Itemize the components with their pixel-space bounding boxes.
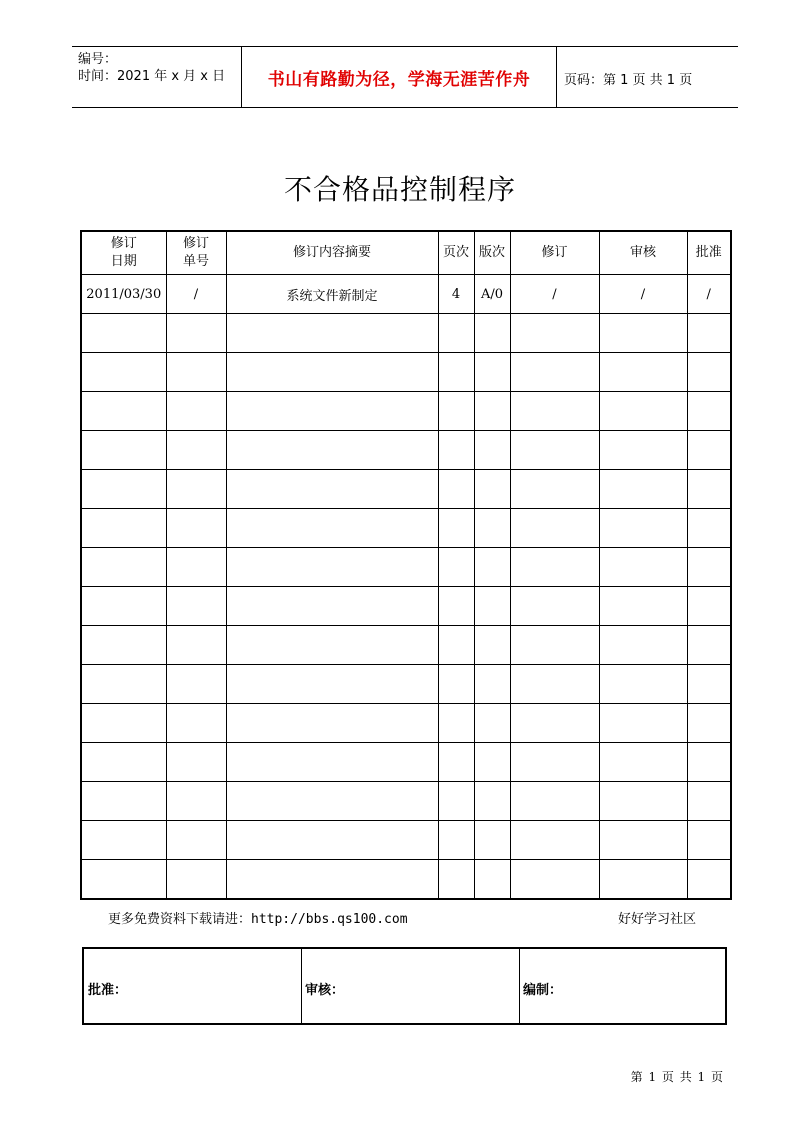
- table-cell: [599, 821, 687, 860]
- table-cell: [687, 782, 731, 821]
- table-header-text: 单号: [182, 254, 209, 269]
- table-cell: [687, 704, 731, 743]
- header-page-info: 页码：第 1 页 共 1 页: [564, 73, 693, 88]
- table-cell: [687, 587, 731, 626]
- table-cell: [166, 509, 226, 548]
- table-cell: /: [687, 275, 731, 314]
- table-cell: [166, 626, 226, 665]
- table-row: [81, 860, 731, 900]
- table-cell: 2011/03/30: [81, 275, 166, 314]
- table-header-text: 审核: [629, 245, 656, 260]
- table-cell: [474, 860, 510, 900]
- table-cell: [81, 821, 166, 860]
- table-cell: [510, 665, 599, 704]
- table-cell: [599, 470, 687, 509]
- table-cell: [510, 860, 599, 900]
- table-cell: [510, 431, 599, 470]
- download-link-text: 更多免费资料下载请进：http://bbs.qs100.com: [108, 912, 408, 927]
- table-cell: 4: [438, 275, 474, 314]
- table-cell: [474, 509, 510, 548]
- table-cell: [510, 626, 599, 665]
- table-cell: [81, 782, 166, 821]
- table-cell: [166, 392, 226, 431]
- document-header: [72, 46, 738, 108]
- table-cell: [599, 782, 687, 821]
- table-cell: [226, 548, 438, 587]
- table-cell: [510, 782, 599, 821]
- table-cell: [166, 314, 226, 353]
- table-row: [81, 743, 731, 782]
- table-cell: [510, 548, 599, 587]
- table-header-text: 版次: [478, 245, 505, 260]
- table-cell: [687, 470, 731, 509]
- table-cell: [599, 314, 687, 353]
- signoff-divider: [301, 949, 302, 1023]
- table-row: [81, 431, 731, 470]
- table-cell: 系统文件新制定: [226, 275, 438, 314]
- table-cell: [599, 860, 687, 900]
- table-cell: [166, 353, 226, 392]
- table-cell: [81, 509, 166, 548]
- prepare-label: 编制：: [523, 983, 563, 998]
- table-cell: [166, 431, 226, 470]
- table-cell: [226, 743, 438, 782]
- table-header-text: 批准: [695, 245, 722, 260]
- table-cell: [81, 470, 166, 509]
- table-cell: [474, 392, 510, 431]
- table-cell: [226, 431, 438, 470]
- table-cell: [599, 509, 687, 548]
- table-cell: [687, 860, 731, 900]
- table-row: [81, 353, 731, 392]
- table-row: [81, 275, 731, 314]
- table-cell: [510, 743, 599, 782]
- table-row: [81, 392, 731, 431]
- table-cell: [510, 314, 599, 353]
- table-row: [81, 704, 731, 743]
- table-cell: [226, 353, 438, 392]
- table-row: [81, 665, 731, 704]
- table-cell: [687, 665, 731, 704]
- table-cell: [687, 548, 731, 587]
- table-header-cell: [474, 231, 510, 275]
- doc-date-label: 时间：2021 年 x 月 x 日: [78, 69, 226, 84]
- page-number: 第 1 页 共 1 页: [630, 1070, 724, 1084]
- table-cell: [687, 626, 731, 665]
- table-cell: [226, 821, 438, 860]
- table-cell: [226, 782, 438, 821]
- table-row: [81, 470, 731, 509]
- table-cell: [474, 782, 510, 821]
- table-cell: [687, 431, 731, 470]
- table-header-text: 修订: [110, 236, 137, 251]
- table-cell: [438, 431, 474, 470]
- table-cell: [474, 353, 510, 392]
- table-cell: [438, 392, 474, 431]
- table-cell: [599, 743, 687, 782]
- table-cell: [81, 743, 166, 782]
- table-cell: [226, 314, 438, 353]
- table-header-cell: [510, 231, 599, 275]
- table-cell: [438, 509, 474, 548]
- table-header-cell: [599, 231, 687, 275]
- table-cell: [81, 704, 166, 743]
- table-header-text: 日期: [110, 254, 137, 269]
- table-cell: [599, 392, 687, 431]
- table-cell: [474, 626, 510, 665]
- table-row: [81, 587, 731, 626]
- table-row: [81, 821, 731, 860]
- table-row: [81, 626, 731, 665]
- table-cell: [687, 509, 731, 548]
- table-cell: [226, 392, 438, 431]
- table-cell: [166, 587, 226, 626]
- table-cell: [166, 665, 226, 704]
- table-cell: [226, 509, 438, 548]
- table-header-row: [81, 231, 731, 275]
- doc-number-label: 编号：: [78, 52, 118, 67]
- table-cell: [599, 626, 687, 665]
- page-title: 不合格品控制程序: [283, 173, 516, 206]
- table-cell: [599, 431, 687, 470]
- table-cell: [599, 665, 687, 704]
- revision-table: [80, 230, 732, 900]
- header-meta: [78, 51, 225, 85]
- table-cell: [81, 392, 166, 431]
- table-cell: [81, 860, 166, 900]
- table-row: [81, 509, 731, 548]
- table-cell: [438, 548, 474, 587]
- table-cell: [438, 860, 474, 900]
- header-divider: [556, 47, 557, 107]
- table-cell: [474, 665, 510, 704]
- table-cell: [510, 353, 599, 392]
- table-header-cell: [226, 231, 438, 275]
- table-cell: [510, 392, 599, 431]
- table-cell: [81, 626, 166, 665]
- table-row: [81, 314, 731, 353]
- table-cell: [166, 470, 226, 509]
- signoff-divider: [519, 949, 520, 1023]
- table-cell: [599, 704, 687, 743]
- table-header-text: 修订内容摘要: [292, 245, 371, 260]
- table-cell: [166, 704, 226, 743]
- table-cell: [474, 548, 510, 587]
- table-cell: [226, 587, 438, 626]
- table-cell: [510, 470, 599, 509]
- table-cell: [474, 704, 510, 743]
- table-cell: [474, 821, 510, 860]
- signoff-box: [82, 947, 727, 1025]
- table-cell: [438, 665, 474, 704]
- table-cell: [166, 548, 226, 587]
- table-cell: [81, 548, 166, 587]
- table-row: [81, 782, 731, 821]
- table-cell: [474, 743, 510, 782]
- table-cell: [81, 353, 166, 392]
- table-cell: [510, 509, 599, 548]
- community-name: 好好学习社区: [618, 912, 697, 927]
- table-cell: [510, 587, 599, 626]
- table-cell: [166, 860, 226, 900]
- table-cell: [474, 587, 510, 626]
- table-cell: [510, 821, 599, 860]
- table-cell: [166, 743, 226, 782]
- approve-label: 批准：: [88, 983, 128, 998]
- table-cell: /: [599, 275, 687, 314]
- table-cell: [226, 665, 438, 704]
- table-cell: A/0: [474, 275, 510, 314]
- table-cell: [438, 821, 474, 860]
- table-cell: [687, 821, 731, 860]
- table-cell: [438, 743, 474, 782]
- table-header-cell: [438, 231, 474, 275]
- table-cell: [226, 860, 438, 900]
- table-cell: [687, 743, 731, 782]
- table-header-text: 修订: [182, 236, 209, 251]
- table-cell: [81, 665, 166, 704]
- table-header-cell: [687, 231, 731, 275]
- table-cell: /: [166, 275, 226, 314]
- table-cell: [438, 314, 474, 353]
- table-cell: [438, 704, 474, 743]
- table-header-text: 页次: [442, 245, 469, 260]
- table-cell: [474, 314, 510, 353]
- table-cell: [599, 353, 687, 392]
- table-cell: [81, 314, 166, 353]
- table-row: [81, 548, 731, 587]
- table-header-text: 修订: [541, 245, 568, 260]
- review-label: 审核：: [305, 983, 345, 998]
- table-header-cell: [81, 231, 166, 275]
- table-cell: [226, 470, 438, 509]
- table-cell: [438, 626, 474, 665]
- table-cell: /: [510, 275, 599, 314]
- table-cell: [687, 314, 731, 353]
- table-cell: [81, 431, 166, 470]
- table-cell: [166, 782, 226, 821]
- table-cell: [687, 392, 731, 431]
- table-cell: [166, 821, 226, 860]
- table-cell: [599, 548, 687, 587]
- table-cell: [438, 470, 474, 509]
- table-cell: [438, 353, 474, 392]
- table-cell: [438, 587, 474, 626]
- table-header-cell: [166, 231, 226, 275]
- header-motto: 书山有路勤为径，学海无涯苦作舟: [267, 70, 531, 90]
- table-cell: [81, 587, 166, 626]
- table-cell: [474, 431, 510, 470]
- table-cell: [474, 470, 510, 509]
- table-cell: [438, 782, 474, 821]
- table-cell: [599, 587, 687, 626]
- table-cell: [687, 353, 731, 392]
- table-cell: [510, 704, 599, 743]
- table-cell: [226, 704, 438, 743]
- table-cell: [226, 626, 438, 665]
